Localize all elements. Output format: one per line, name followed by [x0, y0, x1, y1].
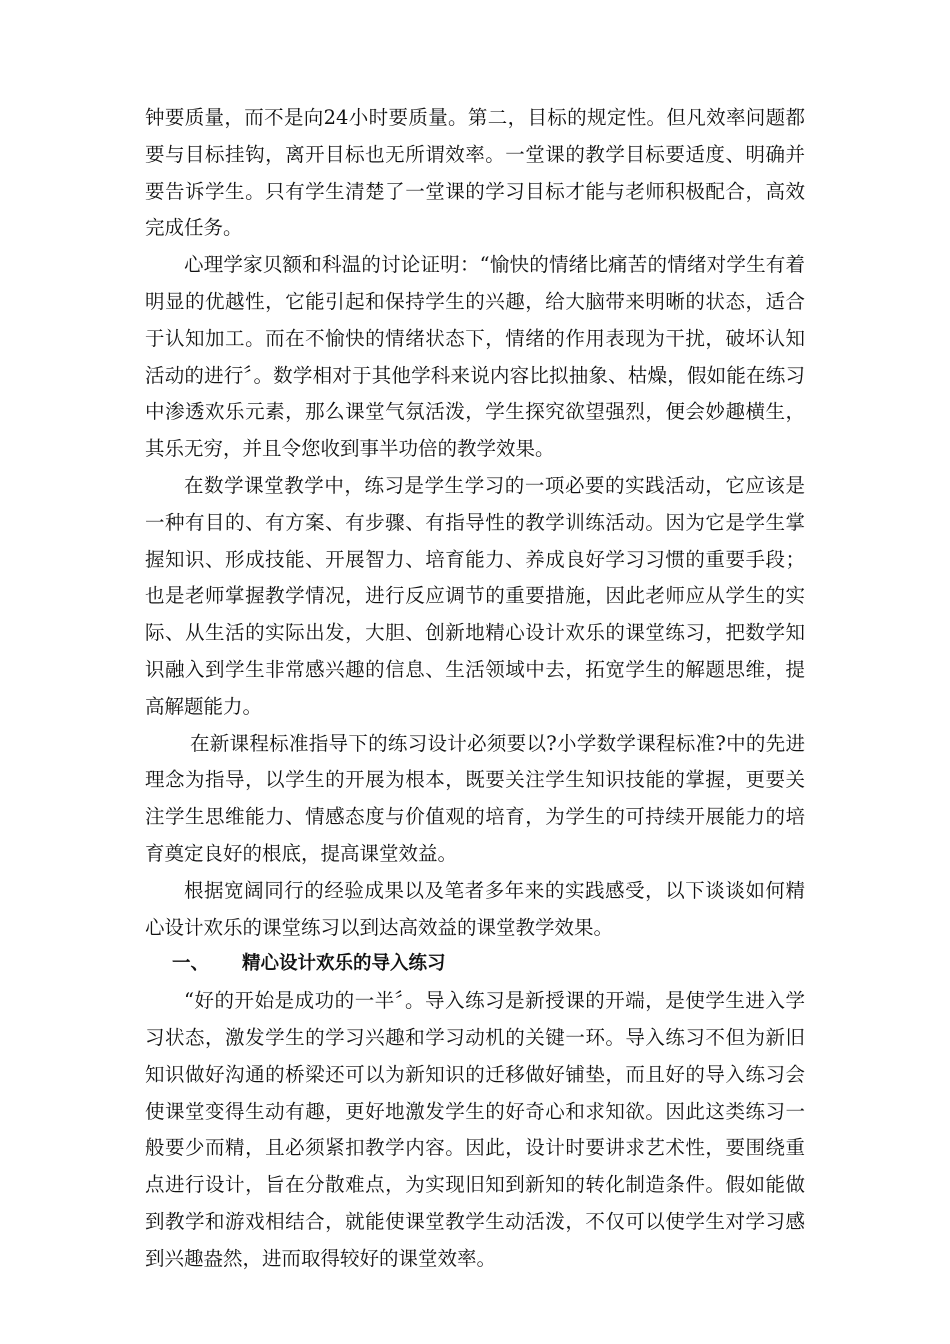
paragraph-introduction: 根据宽阔同行的经验成果以及笔者多年来的实践感受，以下谈谈如何精心设计欢乐的课堂练习以到达高效益的课堂教学效果。: [145, 878, 805, 939]
document-page: [145, 100, 805, 1278]
section-number: 一、: [172, 953, 210, 975]
paragraph-lead-in-practice: “好的开始是成功的一半〞。导入练习是新授课的开端，是使学生进入学习状态，激发学生的学习兴趣和学习动机的关键一环。导入练习不但为新旧知识做好沟通的桥梁还可以为新知识的迁移做好铺垫，而且好的导入练习会使课堂变得生动有趣，更好地激发学生的好奇心和求知欲。因此这类练习一般要少而精，且必须紧扣教学内容。因此，设计时要讲求艺术性，要围绕重点进行设计，旨在分散难点，为实现旧知到新知的转化制造条件。假如能做到教学和游戏相结合，就能使课堂教学生动活泼，不仅可以使学生对学习感到兴趣盎然，进而取得较好的课堂效率。: [145, 989, 805, 1270]
paragraph-continued: 钟要质量，而不是向24小时要质量。第二，目标的规定性。但凡效率问题都要与目标挂钩，离开目标也无所谓效率。一堂课的教学目标要适度、明确并要告诉学生。只有学生清楚了一堂课的学习目标才能与老师积极配合，高效完成任务。: [145, 106, 805, 240]
paragraph-psychology-study: 心理学家贝额和科温的讨论证明：“愉快的情绪比痛苦的情绪对学生有着明显的优越性，它能引起和保持学生的兴趣，给大脑带来明晰的状态，适合于认知加工。而在不愉快的情绪状态下，情绪的作用表现为干扰，破坏认知活动的进行〞。数学相对于其他学科来说内容比拟抽象、枯燥，假如能在练习中渗透欢乐元素，那么课堂气氛活泼，学生探究欲望强烈，便会妙趣横生，其乐无穷，并且令您收到事半功倍的教学效果。: [145, 253, 805, 461]
section-heading: [145, 946, 805, 983]
paragraph-classroom-practice: 在数学课堂教学中，练习是学生学习的一项必要的实践活动，它应该是一种有目的、有方案、有步骤、有指导性的教学训练活动。因为它是学生掌握知识、形成技能、开展智力、培育能力、养成良好学习习惯的重要手段；也是老师掌握教学情况，进行反应调节的重要措施，因此老师应从学生的实际、从生活的实际出发，大胆、创新地精心设计欢乐的课堂练习，把数学知识融入到学生非常感兴趣的信息、生活领域中去，拓宽学生的解题思维，提高解题能力。: [145, 473, 805, 718]
section-title: 精心设计欢乐的导入练习: [242, 953, 446, 975]
paragraph-curriculum-standard: 在新课程标准指导下的练习设计必须要以?小学数学课程标准?中的先进理念为指导，以学生的开展为根本，既要关注学生知识技能的掌握，更要关注学生思维能力、情感态度与价值观的培育，为学生的可持续开展能力的培育奠定良好的根底，提高课堂效益。: [145, 731, 805, 865]
